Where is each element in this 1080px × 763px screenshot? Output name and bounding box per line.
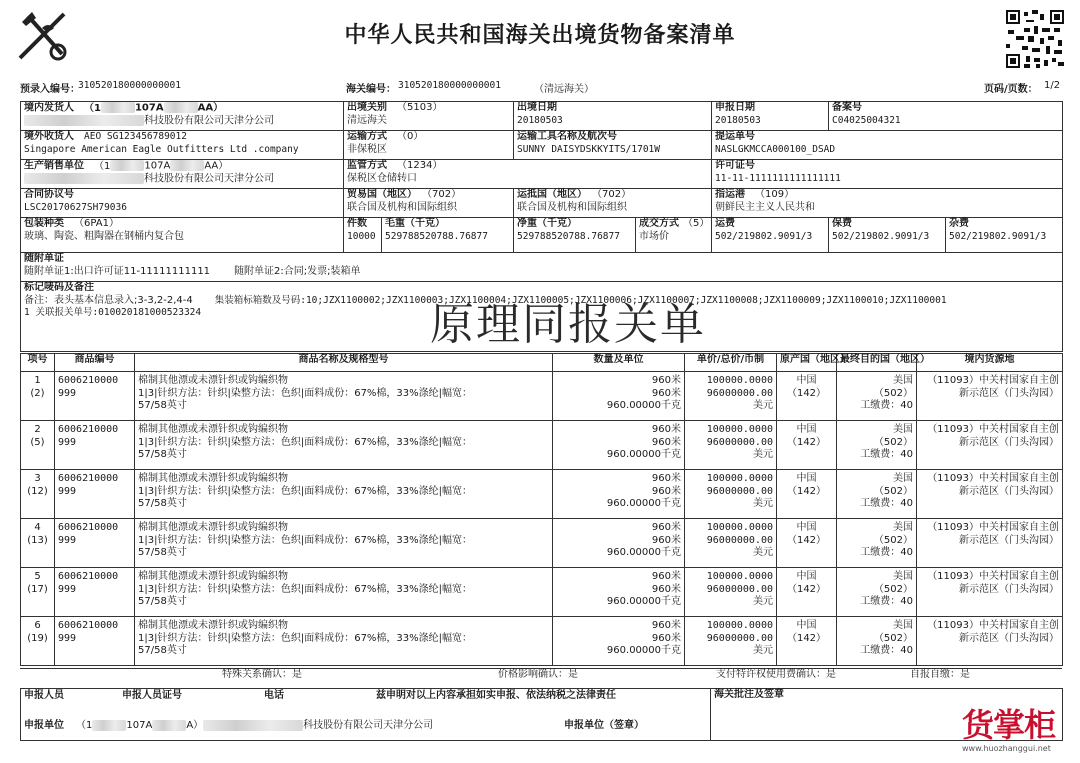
item-origin: 中国	[796, 375, 817, 386]
col-origin: 原产国（地区）	[777, 354, 837, 372]
contract-cell	[21, 189, 344, 218]
item-code-extra: 999	[58, 632, 77, 644]
container-numbers: 集装箱标箱数及号码:10;JZX1100002;JZX1100003;JZX1100004;JZX1100005;JZX1100006;JZX1100007;JZX1100008;JZX1100009;JZX1100010;JZX1100001	[214, 294, 947, 306]
footer-grid	[20, 688, 1063, 741]
royalty-confirm: 支付特许权使用费确认：是	[581, 669, 839, 689]
pack-code: （6PA1）	[74, 218, 119, 229]
declare-date: 20180503	[715, 114, 761, 126]
unit-name: 科技股份有限公司天津分公司	[303, 720, 434, 731]
bl-number: NASLGKMCCA000100_DSAD	[715, 143, 836, 155]
bl-label: 提运单号	[715, 131, 755, 142]
item-currency: 美元	[753, 547, 773, 558]
goods-item	[20, 469, 1063, 519]
pieces: 10000	[347, 230, 376, 242]
item-dest: 美国	[893, 473, 913, 484]
misc: 502/219802.9091/3	[949, 230, 1047, 242]
freight-cell	[712, 218, 829, 253]
consignor-name: 科技股份有限公司天津分公司	[144, 115, 274, 127]
item-sub-no: (13)	[27, 534, 48, 546]
dest-country-name: 联合国及机构和国际组织	[517, 201, 627, 213]
item-spec-width: 57/58英寸	[138, 400, 187, 411]
pieces-label: 件数	[347, 218, 367, 229]
item-dest-code: （502）	[873, 387, 913, 399]
declarant-cell	[21, 689, 711, 741]
item-dest-code: （502）	[873, 436, 913, 448]
vehicle-cell	[514, 131, 712, 160]
overlay-stamp-text: 原理同报关单	[430, 299, 706, 350]
item-total-price: 96000000.00	[706, 387, 773, 399]
item-origin-code: （142）	[786, 632, 827, 644]
item-unit-price: 100000.0000	[706, 424, 773, 435]
preentry-label: 预录入编号：	[20, 84, 80, 95]
item-no: 3	[34, 473, 41, 484]
item-levy: 工缴费：40	[860, 498, 913, 509]
item-no: 1	[34, 375, 41, 386]
insurance-cell	[829, 218, 946, 253]
port-label: 指运港	[715, 189, 745, 200]
gross-cell	[382, 218, 514, 253]
producer-code-a: （1	[94, 160, 111, 172]
port-code: （109）	[755, 189, 795, 200]
self-report-confirm: 自报自缴：是	[839, 669, 1062, 689]
item-source-1: （11093）中关村国家自主创	[927, 522, 1059, 533]
item-name: 棉制其他漂或未漂针织或钩编织物	[138, 522, 288, 533]
item-spec: 1|3|针织方法：针织|染整方法：色织|面料成份：67%棉，33%涤纶|幅宽：	[138, 583, 473, 595]
item-origin-code: （142）	[786, 534, 827, 546]
watermark-logo	[962, 700, 1072, 756]
deal-name: 市场价	[639, 230, 669, 242]
item-qty-2: 960米	[651, 583, 681, 595]
transport-code: （0）	[397, 131, 424, 142]
item-origin: 中国	[796, 424, 817, 435]
consignor-code-c: AA）	[197, 102, 224, 114]
insurance-label: 保费	[832, 218, 852, 229]
producer-name: 科技股份有限公司天津分公司	[144, 173, 274, 185]
price-effect-confirm: 价格影响确认：是	[305, 669, 581, 689]
declarant-cert-label: 申报人员证号	[122, 690, 182, 701]
item-currency: 美元	[753, 400, 773, 411]
preentry-number: 310520180000000001	[78, 80, 181, 91]
customs-number-label: 海关编号：	[346, 84, 396, 95]
special-relation-confirm: 特殊关系确认：是	[20, 669, 305, 689]
item-total-price: 96000000.00	[706, 534, 773, 546]
item-sub-no: (5)	[30, 436, 45, 448]
net-cell	[514, 218, 636, 253]
pack-label: 包装种类	[24, 218, 64, 229]
item-dest-code: （502）	[873, 485, 913, 497]
record-no: C04025004321	[832, 114, 901, 126]
transport-label: 运输方式	[347, 131, 387, 142]
item-sub-no: (17)	[27, 583, 48, 595]
item-source-2: 新示范区（门头沟园）	[959, 436, 1059, 448]
pack-name: 玻璃、陶瓷、粗陶器在钢桶内复合包	[24, 230, 184, 242]
supervision-code: （1234）	[397, 160, 443, 171]
license-number: 11-11-1111111111111111	[715, 172, 841, 184]
item-dest: 美国	[893, 571, 913, 582]
item-spec-width: 57/58英寸	[138, 547, 187, 558]
insurance: 502/219802.9091/3	[832, 230, 930, 242]
item-unit-price: 100000.0000	[706, 620, 773, 631]
exit-date-label: 出境日期	[517, 102, 557, 113]
redacted-block	[170, 160, 204, 171]
item-dest: 美国	[893, 375, 913, 386]
consignee-cell	[21, 131, 344, 160]
producer-code-c: AA）	[204, 160, 229, 172]
item-code-extra: 999	[58, 534, 77, 546]
item-qty-1: 960米	[651, 473, 681, 484]
item-dest-code: （502）	[873, 534, 913, 546]
item-origin-code: （142）	[786, 387, 827, 399]
item-qty-3: 960.00000千克	[606, 645, 681, 656]
trade-country-name: 联合国及机构和国际组织	[347, 201, 457, 213]
item-levy: 工缴费：40	[860, 449, 913, 460]
qr-code-icon	[1006, 10, 1064, 68]
confirm-row	[20, 668, 1062, 689]
dest-country-label: 运抵国（地区）	[517, 189, 587, 200]
supervision-name: 保税区仓储转口	[347, 172, 417, 184]
declare-date-label: 申报日期	[715, 102, 755, 113]
remarks-1: 备注：表头基本信息录入;3-3,2-2,4-4	[24, 294, 193, 306]
item-origin: 中国	[796, 522, 817, 533]
item-code-extra: 999	[58, 436, 77, 448]
item-qty-3: 960.00000千克	[606, 449, 681, 460]
net-weight: 529788520788.76877	[517, 230, 620, 242]
col-source: 境内货源地	[917, 354, 1063, 372]
freight-label: 运费	[715, 218, 735, 229]
item-qty-2: 960米	[651, 436, 681, 448]
header-line	[20, 80, 1064, 96]
item-levy: 工缴费：40	[860, 645, 913, 656]
legal-statement: 兹申明对以上内容承担如实申报、依法纳税之法律责任	[376, 690, 616, 701]
exit-date: 20180503	[517, 114, 563, 126]
item-qty-1: 960米	[651, 571, 681, 582]
item-dest-code: （502）	[873, 583, 913, 595]
item-name: 棉制其他漂或未漂针织或钩编织物	[138, 473, 288, 484]
item-spec: 1|3|针织方法：针织|染整方法：色织|面料成份：67%棉，33%涤纶|幅宽：	[138, 485, 473, 497]
port-cell	[712, 189, 1063, 218]
item-qty-2: 960米	[651, 632, 681, 644]
goods-item	[20, 371, 1063, 421]
goods-item	[20, 518, 1063, 568]
item-code: 6006210000	[58, 424, 119, 435]
contract-label: 合同协议号	[24, 189, 74, 200]
item-unit-price: 100000.0000	[706, 375, 773, 386]
deal-label: 成交方式	[639, 218, 679, 229]
producer-code-b: 107A	[144, 160, 171, 172]
item-name: 棉制其他漂或未漂针织或钩编织物	[138, 620, 288, 631]
vehicle-label: 运输工具名称及航次号	[517, 131, 617, 142]
item-source-2: 新示范区（门头沟园）	[959, 485, 1059, 497]
item-levy: 工缴费：40	[860, 547, 913, 558]
page-value: 1/2	[1044, 80, 1061, 91]
record-no-label: 备案号	[832, 102, 862, 113]
unit-code-a: （1	[76, 720, 93, 731]
goods-item	[20, 567, 1063, 617]
item-currency: 美元	[753, 645, 773, 656]
customs-number: 310520180000000001	[398, 80, 501, 91]
supervision-label: 监管方式	[347, 160, 387, 171]
item-total-price: 96000000.00	[706, 632, 773, 644]
item-origin: 中国	[796, 473, 817, 484]
item-dest: 美国	[893, 424, 913, 435]
exit-customs-name: 清远海关	[347, 114, 387, 126]
redacted-block	[24, 173, 144, 184]
item-currency: 美元	[753, 596, 773, 607]
transport-name: 非保税区	[347, 143, 387, 155]
gross-label: 毛重（千克）	[385, 218, 445, 229]
contract-number: LSC20170627SH79036	[24, 201, 127, 213]
consignor-code-b: 107A	[134, 102, 164, 114]
col-name: 商品名称及规格型号	[135, 354, 553, 372]
item-code: 6006210000	[58, 571, 119, 582]
item-code: 6006210000	[58, 522, 119, 533]
item-qty-1: 960米	[651, 375, 681, 386]
consignee-label: 境外收货人	[24, 131, 74, 142]
goods-table	[20, 353, 1063, 372]
docs-cell	[21, 253, 1063, 282]
col-qty: 数量及单位	[553, 354, 685, 372]
item-origin: 中国	[796, 571, 817, 582]
redacted-block	[24, 115, 144, 126]
item-dest: 美国	[893, 620, 913, 631]
goods-item	[20, 616, 1063, 666]
item-unit-price: 100000.0000	[706, 522, 773, 533]
license-label: 许可证号	[715, 160, 755, 171]
consignee-code: AEO SG123456789012	[84, 131, 187, 142]
gross-weight: 529788520788.76877	[385, 230, 488, 242]
item-spec-width: 57/58英寸	[138, 449, 187, 460]
item-qty-2: 960米	[651, 387, 681, 399]
item-spec: 1|3|针织方法：针织|染整方法：色织|面料成份：67%棉，33%涤纶|幅宽：	[138, 387, 473, 399]
freight: 502/219802.9091/3	[715, 230, 813, 242]
goods-item	[20, 420, 1063, 470]
vehicle-voyage: SUNNY DAISYDSKKYITS/1701W	[517, 143, 660, 155]
unit-code-b: 107A	[126, 720, 153, 731]
item-qty-1: 960米	[651, 522, 681, 533]
exit-customs-label: 出境关别	[347, 102, 387, 113]
item-no: 2	[34, 424, 41, 435]
consignor-label: 境内发货人	[24, 102, 74, 114]
item-code: 6006210000	[58, 375, 119, 386]
page-label: 页码/页数：	[984, 84, 1038, 95]
customs-office: （清远海关）	[534, 84, 594, 95]
declare-date-cell	[712, 102, 829, 131]
docs-label: 随附单证	[24, 253, 64, 264]
item-no: 5	[34, 571, 41, 582]
item-currency: 美元	[753, 498, 773, 509]
item-sub-no: (12)	[27, 485, 48, 497]
unit-label: 申报单位	[24, 720, 64, 731]
item-origin-code: （142）	[786, 485, 827, 497]
item-name: 棉制其他漂或未漂针织或钩编织物	[138, 424, 288, 435]
goods-items	[20, 371, 1062, 666]
pieces-cell	[344, 218, 382, 253]
item-total-price: 96000000.00	[706, 436, 773, 448]
bl-cell	[712, 131, 1063, 160]
remarks-2: 1 关联报关单号:010020181000523324	[24, 307, 202, 318]
misc-cell	[946, 218, 1063, 253]
header-grid	[20, 101, 1063, 218]
item-dest-code: （502）	[873, 632, 913, 644]
item-source-1: （11093）中关村国家自主创	[927, 620, 1059, 631]
item-qty-1: 960米	[651, 620, 681, 631]
goods-header-row	[21, 354, 1063, 372]
docs-2: 随附单证2:合同;发票;装箱单	[234, 265, 361, 277]
item-code: 6006210000	[58, 473, 119, 484]
item-levy: 工缴费：40	[860, 596, 913, 607]
trade-country-code: （702）	[427, 189, 462, 200]
trade-country-label: 贸易国（地区）	[347, 189, 417, 200]
misc-label: 杂费	[949, 218, 969, 229]
consignor-cell	[21, 102, 344, 131]
dest-country-cell	[514, 189, 712, 218]
item-qty-3: 960.00000千克	[606, 498, 681, 509]
item-source-2: 新示范区（门头沟园）	[959, 583, 1059, 595]
item-spec: 1|3|针织方法：针织|染整方法：色织|面料成份：67%棉，33%涤纶|幅宽：	[138, 534, 473, 546]
item-origin-code: （142）	[786, 436, 827, 448]
producer-label: 生产销售单位	[24, 160, 84, 172]
item-qty-3: 960.00000千克	[606, 596, 681, 607]
item-spec-width: 57/58英寸	[138, 645, 187, 656]
item-source-2: 新示范区（门头沟园）	[959, 534, 1059, 546]
consignee-name: Singapore American Eagle Outfitters Ltd .company	[24, 143, 299, 155]
item-source-2: 新示范区（门头沟园）	[959, 632, 1059, 644]
item-source-1: （11093）中关村国家自主创	[927, 424, 1059, 435]
deal-cell	[636, 218, 712, 253]
redacted-block	[92, 720, 126, 731]
item-levy: 工缴费：40	[860, 400, 913, 411]
license-cell	[712, 160, 1063, 189]
item-spec-width: 57/58英寸	[138, 498, 187, 509]
item-total-price: 96000000.00	[706, 485, 773, 497]
dest-country-code: （702）	[597, 189, 632, 200]
col-code: 商品编号	[55, 354, 135, 372]
item-code-extra: 999	[58, 583, 77, 595]
item-source-1: （11093）中关村国家自主创	[927, 473, 1059, 484]
supervision-cell	[344, 160, 712, 189]
item-spec-width: 57/58英寸	[138, 596, 187, 607]
exit-customs-cell	[344, 102, 514, 131]
item-qty-3: 960.00000千克	[606, 400, 681, 411]
deal-code: （5）	[683, 218, 710, 229]
consignor-code-a: （1	[84, 102, 101, 114]
item-no: 4	[34, 522, 41, 533]
item-origin: 中国	[796, 620, 817, 631]
item-unit-price: 100000.0000	[706, 473, 773, 484]
item-origin-code: （142）	[786, 583, 827, 595]
col-dest: 最终目的国（地区）	[837, 354, 917, 372]
transport-cell	[344, 131, 514, 160]
net-label: 净重（千克）	[517, 218, 577, 229]
redacted-block	[203, 720, 303, 731]
item-sub-no: (19)	[27, 632, 48, 644]
item-qty-3: 960.00000千克	[606, 547, 681, 558]
exit-customs-code: （5103）	[397, 102, 443, 113]
record-no-cell	[829, 102, 1063, 131]
item-code-extra: 999	[58, 387, 77, 399]
item-code: 6006210000	[58, 620, 119, 631]
producer-cell	[21, 160, 344, 189]
item-unit-price: 100000.0000	[706, 571, 773, 582]
redacted-block	[110, 160, 144, 171]
item-total-price: 96000000.00	[706, 583, 773, 595]
port-name: 朝鲜民主主义人民共和	[715, 201, 815, 213]
watermark-name: 货掌柜	[962, 706, 1056, 744]
redacted-block	[164, 102, 198, 113]
item-currency: 美元	[753, 449, 773, 460]
item-qty-2: 960米	[651, 485, 681, 497]
item-no: 6	[34, 620, 41, 631]
item-name: 棉制其他漂或未漂针织或钩编织物	[138, 571, 288, 582]
item-dest: 美国	[893, 522, 913, 533]
item-code-extra: 999	[58, 485, 77, 497]
customs-note-label: 海关批注及签章	[714, 689, 784, 700]
trade-country-cell	[344, 189, 514, 218]
item-spec: 1|3|针织方法：针织|染整方法：色织|面料成份：67%棉，33%涤纶|幅宽：	[138, 436, 473, 448]
document-title: 中华人民共和国海关出境货物备案清单	[344, 22, 736, 48]
pack-cell	[21, 218, 344, 253]
watermark-url: www.huozhanggui.net	[962, 744, 1051, 753]
item-name: 棉制其他漂或未漂针织或钩编织物	[138, 375, 288, 386]
item-qty-1: 960米	[651, 424, 681, 435]
item-source-1: （11093）中关村国家自主创	[927, 571, 1059, 582]
remarks-label: 标记唛码及备注	[24, 282, 94, 293]
declarant-label: 申报人员	[24, 690, 64, 701]
redacted-block	[101, 102, 135, 113]
exit-date-cell	[514, 102, 712, 131]
item-spec: 1|3|针织方法：针织|染整方法：色织|面料成份：67%棉，33%涤纶|幅宽：	[138, 632, 473, 644]
item-source-2: 新示范区（门头沟园）	[959, 387, 1059, 399]
phone-label: 电话	[264, 690, 284, 701]
unit-code-c: A）	[186, 720, 204, 731]
unit-sign-label: 申报单位（签章）	[564, 720, 644, 731]
redacted-block	[152, 720, 186, 731]
col-price: 单价/总价/币制	[685, 354, 777, 372]
col-no: 项号	[21, 354, 55, 372]
item-source-1: （11093）中关村国家自主创	[927, 375, 1059, 386]
docs-1: 随附单证1:出口许可证11-11111111111	[24, 265, 211, 277]
item-sub-no: (2)	[30, 387, 45, 399]
item-qty-2: 960米	[651, 534, 681, 546]
